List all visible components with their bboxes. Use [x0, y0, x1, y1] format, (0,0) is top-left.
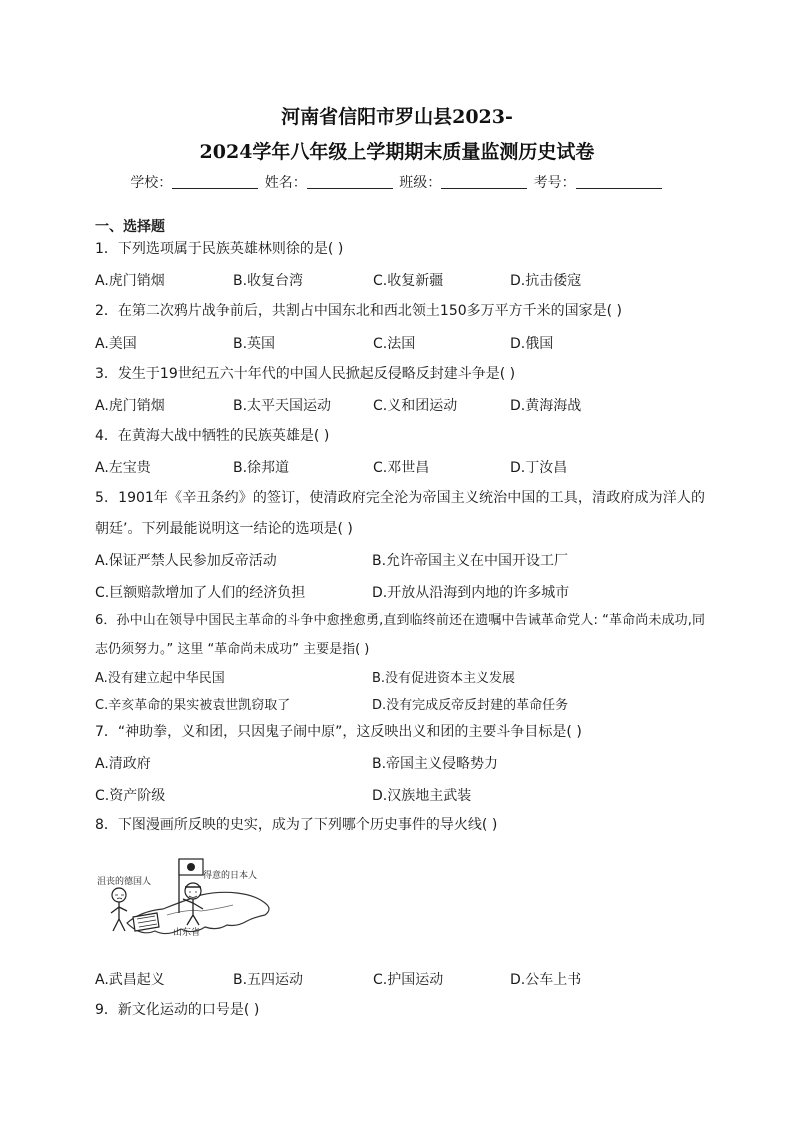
option-c[interactable]: C.辛亥革命的果实被袁世凯窃取了 [95, 698, 291, 713]
figure-label-german: 沮丧的德国人 [97, 877, 152, 887]
option-row [95, 753, 705, 773]
page-title-line1: 河南省信阳市罗山县2023- [281, 106, 513, 128]
option-b[interactable]: B.没有促进资本主义发展 [372, 671, 516, 686]
option-b[interactable]: B.英国 [233, 336, 276, 352]
exam-number-label: 考号： [533, 175, 576, 191]
figure-label-shandong: 山东省 [173, 928, 201, 938]
option-a[interactable]: A.虎门销烟 [95, 398, 165, 414]
option-b[interactable]: B.五四运动 [233, 972, 304, 988]
question-stem: 2．在第二次鸦片战争前后，共割占中国东北和西北领土150多万平方千米的国家是( ) [95, 303, 623, 319]
option-d[interactable]: D.丁汝昌 [510, 460, 568, 476]
question-stem: 8．下图漫画所反映的史实，成为了下列哪个历史事件的导火线( ) [95, 817, 498, 833]
option-c[interactable]: C.邓世昌 [373, 460, 430, 476]
option-row [95, 550, 705, 570]
option-row [95, 395, 705, 415]
option-row [95, 785, 705, 805]
option-a[interactable]: A.清政府 [95, 756, 151, 772]
option-c[interactable]: C.巨额赔款增加了人们的经济负担 [95, 585, 306, 601]
option-d[interactable]: D.没有完成反帝反封建的革命任务 [372, 698, 569, 713]
question-stem: 6．孙中山在领导中国民主革命的斗争中愈挫愈勇,直到临终前还在遗嘱中告诫革命党人: “革命尚未成功,同志仍须努力。” 这里 “革命尚未成功” 主要是指( ) [95, 613, 705, 657]
option-row [95, 582, 705, 602]
school-label: 学校： [130, 175, 173, 191]
option-a[interactable]: A.武昌起义 [95, 972, 165, 988]
option-b[interactable]: B.徐邦道 [233, 460, 290, 476]
question-stem: 3．发生于19世纪五六十年代的中国人民掀起反侵略反封建斗争是( ) [95, 366, 516, 382]
section-title: 一、选择题 [95, 219, 165, 235]
option-b[interactable]: B.太平天国运动 [233, 398, 332, 414]
option-b[interactable]: B.收复台湾 [233, 273, 304, 289]
option-row [95, 270, 705, 290]
question-stem: 4．在黄海大战中牺牲的民族英雄是( ) [95, 428, 330, 444]
german-figure [111, 888, 127, 931]
school-blank[interactable] [172, 174, 258, 189]
option-c[interactable]: C.收复新疆 [373, 273, 444, 289]
option-row [95, 694, 705, 714]
option-d[interactable]: D.汉族地主武装 [372, 788, 472, 804]
option-b[interactable]: B.允许帝国主义在中国开设工厂 [372, 553, 569, 569]
option-d[interactable]: D.开放从沿海到内地的许多城市 [372, 585, 570, 601]
question-stem: 9．新文化运动的口号是( ) [95, 1002, 260, 1018]
option-d[interactable]: D.公车上书 [510, 972, 582, 988]
option-d[interactable]: D.抗击倭寇 [510, 273, 582, 289]
option-d[interactable]: D.黄海海战 [510, 398, 582, 414]
option-c[interactable]: C.法国 [373, 336, 416, 352]
option-a[interactable]: A.没有建立起中华民国 [95, 671, 225, 686]
class-blank[interactable] [441, 174, 527, 189]
figure-label-japanese: 得意的日本人 [203, 871, 258, 881]
option-d[interactable]: D.俄国 [510, 336, 554, 352]
option-c[interactable]: C.护国运动 [373, 972, 444, 988]
question-stem: 7．“神助拳，义和团，只因鬼子闹中原”，这反映出义和团的主要斗争目标是( ) [95, 724, 582, 740]
option-a[interactable]: A.美国 [95, 336, 137, 352]
class-label: 班级： [399, 175, 442, 191]
cartoon-figure [97, 851, 275, 943]
option-row [95, 667, 705, 687]
option-c[interactable]: C.义和团运动 [373, 398, 458, 414]
name-label: 姓名： [264, 175, 307, 191]
option-c[interactable]: C.资产阶级 [95, 788, 166, 804]
option-a[interactable]: A.虎门销烟 [95, 273, 165, 289]
option-row [95, 333, 705, 353]
option-row [95, 457, 705, 477]
name-blank[interactable] [307, 174, 393, 189]
option-a[interactable]: A.保证严禁人民参加反帝活动 [95, 553, 277, 569]
student-info-line [0, 172, 794, 192]
japanese-figure [183, 883, 203, 925]
question-stem: 1．下列选项属于民族英雄林则徐的是( ) [95, 241, 344, 257]
option-a[interactable]: A.左宝贵 [95, 460, 151, 476]
exam-number-blank[interactable] [576, 174, 662, 189]
option-b[interactable]: B.帝国主义侵略势力 [372, 756, 499, 772]
page-title-line2: 2024学年八年级上学期期末质量监测历史试卷 [199, 141, 595, 163]
question-stem: 5．1901年《辛丑条约》的签订，使清政府完全沦为帝国主义统治中国的工具，清政府成为洋人的朝廷’。下列最能说明这一结论的选项是( ) [95, 490, 705, 537]
option-row [95, 969, 705, 989]
